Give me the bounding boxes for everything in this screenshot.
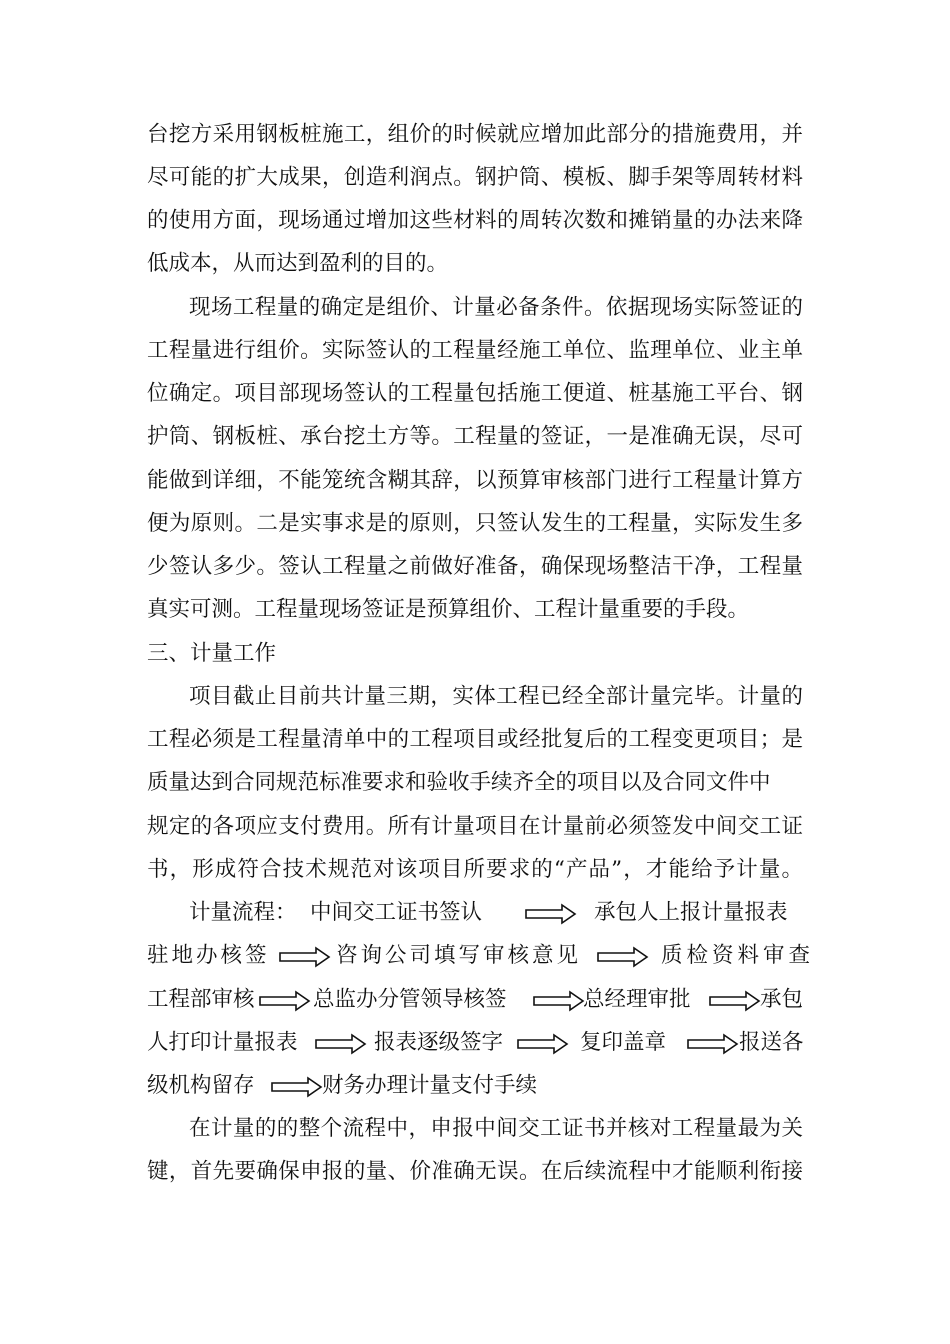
flow-arrow-icon <box>596 941 650 971</box>
text-line: 键，首先要确保申报的量、价准确无误。在后续流程中才能顺利衔接 <box>147 1159 803 1184</box>
flow-step: 中间交工证书签认 <box>310 900 483 925</box>
text-line: 书，形成符合技术规范对该项目所要求的“产品”，才能给予计量。 <box>147 857 803 882</box>
text-line: 能做到详细，不能笼统含糊其辞，以预算审核部门进行工程量计算方 <box>147 468 803 493</box>
text-line: 工程量进行组价。实际签认的工程量经施工单位、监理单位、业主单 <box>147 338 803 363</box>
text-line: 低成本，从而达到盈利的目的。 <box>147 251 449 276</box>
text-line: 护筒、钢板桩、承台挖土方等。工程量的签证，一是准确无误，尽可 <box>147 424 803 449</box>
flow-step: 驻地办核签 <box>147 943 270 968</box>
text-line: 规定的各项应支付费用。所有计量项目在计量前必须签发中间交工证 <box>147 814 803 839</box>
flow-step: 质检资料审查 <box>661 943 815 968</box>
flow-arrow-icon <box>258 985 312 1015</box>
flow-arrow-icon <box>686 1028 740 1058</box>
text-line: 项目截止目前共计量三期，实体工程已经全部计量完毕。计量的 <box>189 684 803 709</box>
flow-step: 总监办分管领导核签 <box>313 987 507 1012</box>
text-line: 尽可能的扩大成果，创造利润点。钢护筒、模板、脚手架等周转材料 <box>147 165 803 190</box>
text-line: 台挖方采用钢板桩施工，组价的时候就应增加此部分的措施费用，并 <box>147 122 803 147</box>
text-line: 的使用方面，现场通过增加这些材料的周转次数和摊销量的办法来降 <box>147 208 803 233</box>
text-line: 真实可测。工程量现场签证是预算组价、工程计量重要的手段。 <box>147 597 750 622</box>
flow-step: 报表逐级签字 <box>374 1030 504 1055</box>
text-line: 现场工程量的确定是组价、计量必备条件。依据现场实际签证的 <box>189 295 803 320</box>
flow-arrow-icon <box>524 898 578 928</box>
flow-step: 工程部审核 <box>147 987 255 1012</box>
text-line: 工程必须是工程量清单中的工程项目或经批复后的工程变更项目；是 <box>147 727 803 752</box>
flow-arrow-icon <box>516 1028 570 1058</box>
text-line: 质量达到合同规范标准要求和验收手续齐全的项目以及合同文件中 <box>147 770 771 795</box>
text-line: 便为原则。二是实事求是的原则，只签认发生的工程量，实际发生多 <box>147 511 803 536</box>
text-line: 在计量的的整个流程中，申报中间交工证书并核对工程量最为关 <box>189 1116 803 1141</box>
flow-step: 咨询公司填写审核意见 <box>336 943 582 968</box>
flow-step: 人打印计量报表 <box>147 1030 298 1055</box>
flow-row-5 <box>0 1071 950 1101</box>
flow-label: 计量流程： <box>189 900 297 925</box>
flow-row-2 <box>0 941 950 971</box>
text-line: 少签认多少。签认工程量之前做好准备，确保现场整洁干净，工程量 <box>147 554 803 579</box>
flow-arrow-icon <box>314 1028 368 1058</box>
flow-step: 承包人上报计量报表 <box>594 900 788 925</box>
flow-step: 总经理审批 <box>583 987 691 1012</box>
flow-arrow-icon <box>278 941 332 971</box>
section-heading: 三、计量工作 <box>147 641 277 666</box>
flow-step: 级机构留存 <box>147 1073 255 1098</box>
flow-row-3 <box>0 985 950 1015</box>
flow-step: 报送各 <box>739 1030 804 1055</box>
flow-row-1 <box>0 898 950 928</box>
flow-row-4 <box>0 1028 950 1058</box>
flow-arrow-icon <box>708 985 762 1015</box>
flow-arrow-icon <box>270 1071 324 1101</box>
text-line: 位确定。项目部现场签认的工程量包括施工便道、桩基施工平台、钢 <box>147 381 803 406</box>
flow-step: 财务办理计量支付手续 <box>322 1073 538 1098</box>
flow-arrow-icon <box>532 985 586 1015</box>
flow-step: 复印盖章 <box>580 1030 667 1055</box>
flow-step: 承包 <box>760 987 804 1012</box>
